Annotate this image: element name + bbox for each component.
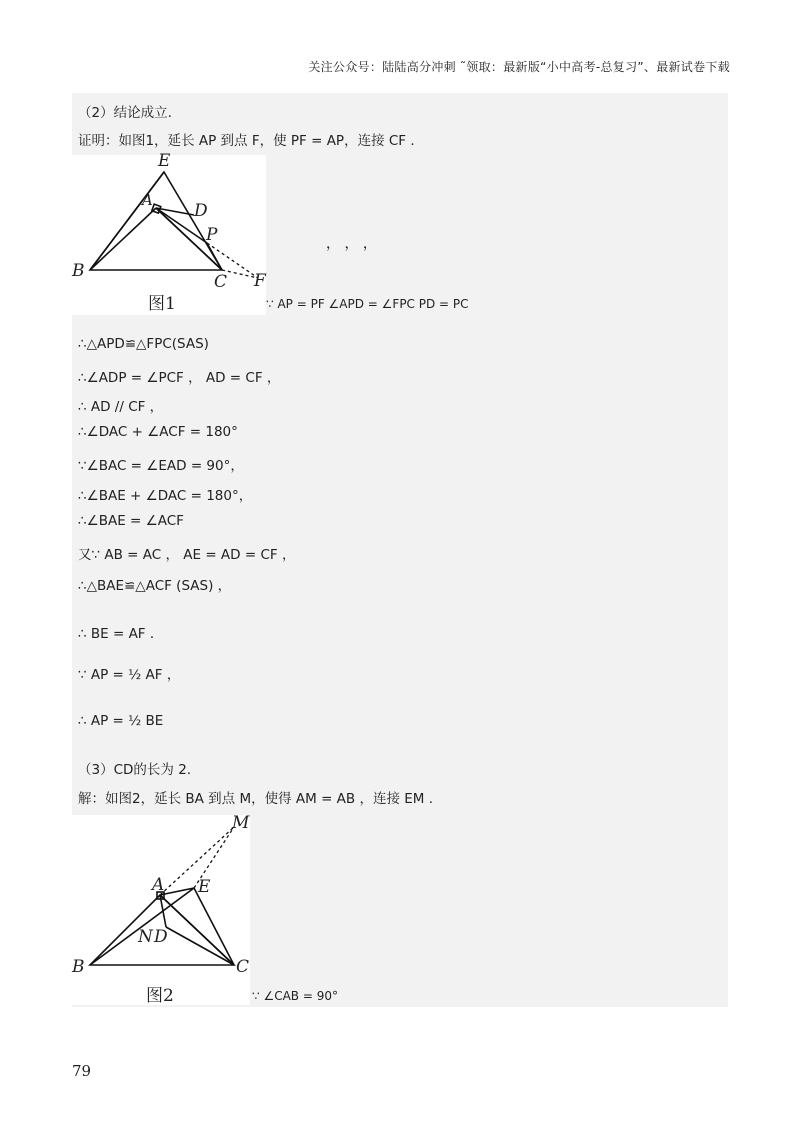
text-line: ∵ ∠CAB = 90° — [252, 989, 338, 1003]
label-C: C — [236, 957, 250, 977]
text-line: 又∵ AB = AC ， AE = AD = CF ， — [78, 547, 296, 563]
text-line: ∴ BE = AF ． — [78, 626, 164, 642]
text-line: ∴△APD≌△FPC(SAS) — [78, 336, 209, 352]
label-B: B — [72, 261, 85, 281]
text-line: ∴∠DAC + ∠ACF = 180° — [78, 424, 238, 440]
figure-2-caption: 图2 — [146, 986, 174, 1006]
comma-row: ， ， ， — [326, 236, 377, 252]
page-number: 79 — [72, 1062, 92, 1080]
label-F: F — [254, 271, 266, 291]
figure-2 — [72, 815, 250, 1005]
text-line: （3）CD的长为 2. — [78, 762, 192, 778]
label-D: D — [194, 201, 208, 221]
text-line: ∵∠BAC = ∠EAD = 90°， — [78, 458, 244, 474]
figure-1 — [72, 151, 266, 315]
label-E: E — [158, 151, 171, 171]
label-A: A — [142, 191, 153, 209]
text-line: 证明：如图1，延长 AP 到点 F，使 PF = AP，连接 CF . — [78, 133, 415, 149]
label-P: P — [206, 225, 218, 245]
label-E: E — [198, 877, 211, 897]
text-line: ∴ AD // CF ， — [78, 399, 164, 415]
text-line: ∴∠BAE = ∠ACF — [78, 513, 184, 529]
label-M: M — [232, 813, 250, 833]
solution-content — [72, 93, 728, 1007]
page-header: 关注公众号：陆陆高分冲刺 ˜领取：最新版“小中高考-总复习”、最新试卷下载 — [308, 60, 730, 74]
text-line: ∵ AP = ½ AF ， — [78, 667, 181, 683]
text-line: ∵ AP = PF ∠APD = ∠FPC PD = PC — [266, 297, 469, 311]
label-C: C — [214, 272, 228, 292]
text-line: 解：如图2，延长 BA 到点 M，使得 AM = AB ，连接 EM . — [78, 791, 434, 807]
text-line: ∴∠BAE + ∠DAC = 180°， — [78, 488, 253, 504]
text-line: ∴△BAE≌△ACF (SAS) ， — [78, 578, 232, 594]
label-D: D — [154, 927, 168, 947]
label-B: B — [72, 957, 85, 977]
label-N: N — [138, 927, 153, 947]
text-line: （2）结论成立. — [78, 105, 172, 121]
figure-1-caption: 图1 — [148, 294, 176, 314]
text-line: ∴ AP = ½ BE — [78, 713, 164, 729]
figure-2-diagram — [72, 815, 250, 1005]
label-A: A — [152, 875, 165, 895]
text-line: ∴∠ADP = ∠PCF ， AD = CF ， — [78, 370, 281, 386]
